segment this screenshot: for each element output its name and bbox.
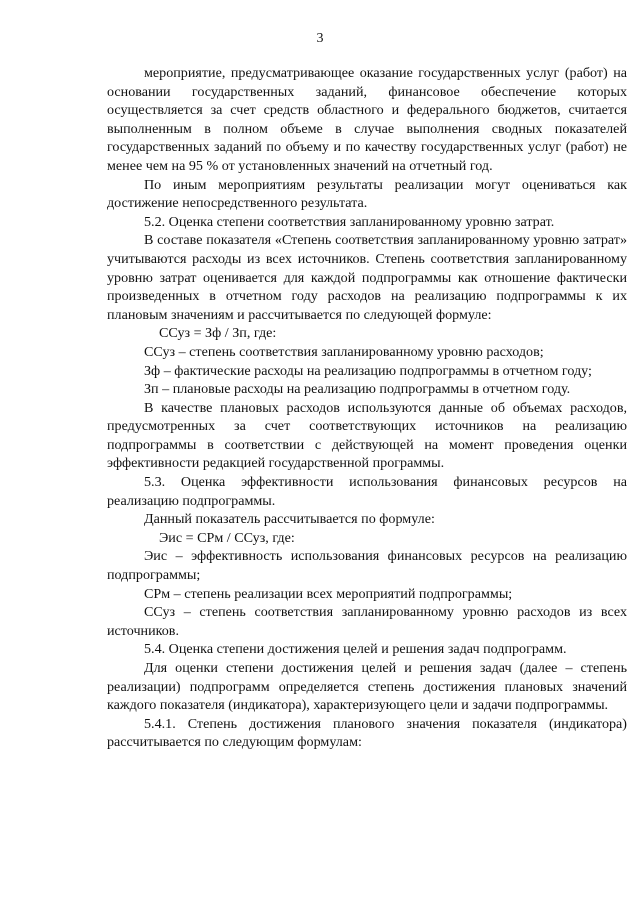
paragraph: Для оценки степени достижения целей и решения задач (далее – степень реализации) подпрограмм определяется степень достижения плановых значений каждого показателя (индикатора), характеризующего цели и задачи подпрограммы. xyxy=(107,660,627,714)
paragraph: мероприятие, предусматривающее оказание государственных услуг (работ) на основании государственных заданий, финансовое обеспечение которых осуществляется за счет средств областного и федерального бюджетов, считается выполненным в полном объеме в случае выполнения сводных показателей государственных заданий по объему и по качеству государственных услуг (работ) не менее чем на 95 % от установленных значений на отчетный год. xyxy=(107,65,627,174)
formula: ССуз = Зф / Зп, где: xyxy=(159,325,277,342)
section-heading: 5.2. Оценка степени соответствия запланированному уровню затрат. xyxy=(144,213,555,230)
definition: Зп – плановые расходы на реализацию подпрограммы в отчетном году. xyxy=(144,381,571,398)
paragraph: Данный показатель рассчитывается по формуле: xyxy=(144,511,435,528)
section-heading: 5.4. Оценка степени достижения целей и решения задач подпрограмм. xyxy=(144,641,567,658)
formula: Эис = СРм / ССуз, где: xyxy=(159,529,295,546)
paragraph: По иным мероприятиям результаты реализации могут оцениваться как достижение непосредственного результата. xyxy=(107,176,627,212)
definition: СРм – степень реализации всех мероприятий подпрограммы; xyxy=(144,585,513,602)
section-heading: 5.4.1. Степень достижения планового значения показателя (индикатора) рассчитывается по следующим формулам: xyxy=(107,715,627,751)
definition: Зф – фактические расходы на реализацию подпрограммы в отчетном году; xyxy=(144,362,592,379)
section-heading: 5.3. Оценка эффективности использования финансовых ресурсов на реализацию подпрограммы. xyxy=(107,474,627,509)
definition: ССуз – степень соответствия запланированному уровню расходов; xyxy=(144,343,544,360)
definition: Эис – эффективность использования финансовых ресурсов на реализацию подпрограммы; xyxy=(107,548,627,584)
paragraph: В составе показателя «Степень соответствия запланированному уровню затрат» учитываются расходы из всех источников. Степень соответствия запланированному уровню затрат оценивается для каждой подпрограммы как отношение фактически произведенных в отчетном году расходов на реализацию подпрограммы к их плановым значениям и рассчитывается по следующей формуле: xyxy=(107,232,627,323)
page-number: 3 xyxy=(316,31,324,46)
document-body xyxy=(107,64,627,752)
paragraph: В качестве плановых расходов используются данные об объемах расходов, предусмотренных за счет соответствующих источников на реализацию подпрограммы в соответствии с действующей на момент проведения оценки эффективности редакцией государственной программы. xyxy=(107,399,627,472)
definition: ССуз – степень соответствия запланированному уровню расходов из всех источников. xyxy=(107,604,627,639)
